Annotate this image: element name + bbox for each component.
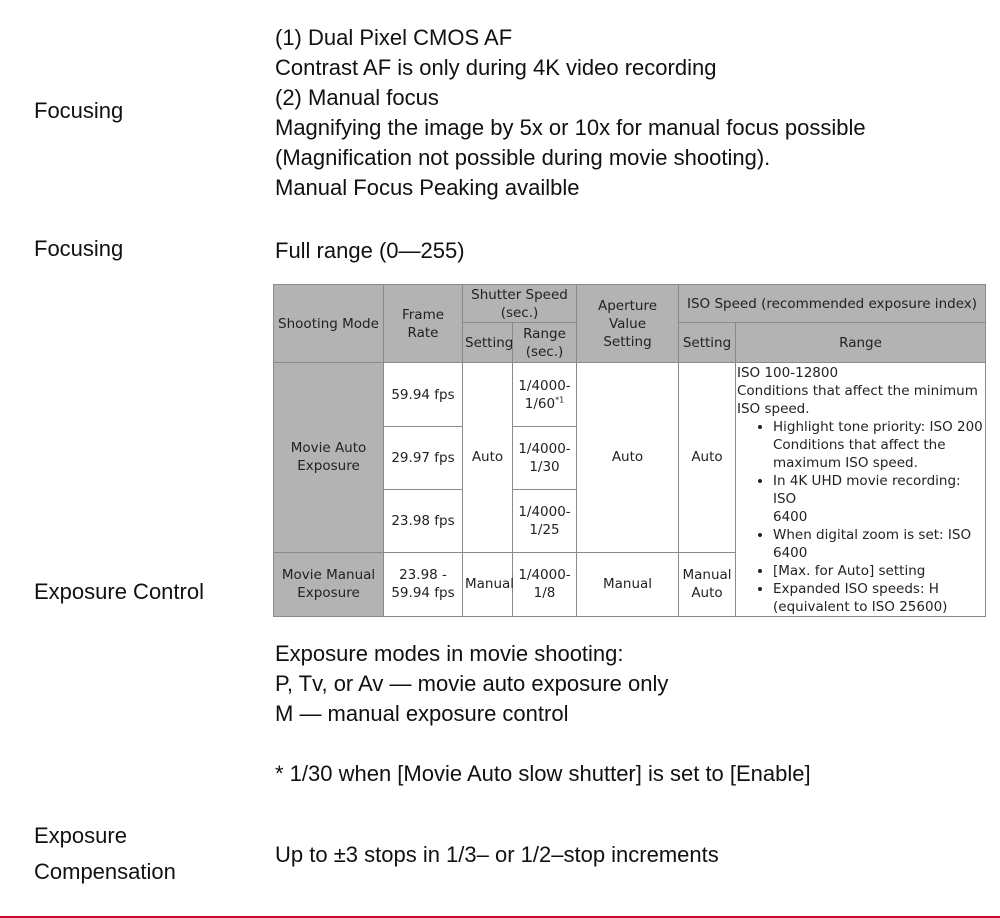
mode-line: Movie Manual [281, 567, 376, 584]
shutter-range-cell [513, 363, 577, 427]
header-shutter-setting: Setting [463, 323, 513, 363]
iso-condition-line: • In 4K UHD movie recording: ISO [773, 473, 961, 507]
iso-condition-item [773, 580, 984, 616]
header-iso-range: Range [736, 323, 986, 363]
focusing-line: (Magnification not possible during movie shooting). [275, 145, 771, 170]
exposure-compensation-label-line: Compensation [34, 859, 176, 884]
header-shutter-speed-line: (sec.) [500, 304, 539, 321]
shutter-range-line: 1/4000- [518, 503, 571, 520]
mode-line: Exposure [297, 585, 360, 602]
iso-condition-line: • Highlight tone priority: ISO 200 [773, 419, 983, 435]
iso-condition-line: maximum ISO speed. [773, 455, 918, 471]
shutter-range-cell [513, 489, 577, 552]
focusing-range: Full range (0—255) [275, 238, 465, 263]
iso-condition-line: (equivalent to ISO 25600) [773, 599, 948, 615]
exposure-note-line: Exposure modes in movie shooting: [275, 641, 624, 666]
shutter-range-value: 1/60 [524, 395, 556, 412]
exposure-notes [275, 639, 811, 789]
focusing-line: Magnifying the image by 5x or 10x for manual focus possible [275, 115, 866, 140]
frame-rate-cell [384, 552, 463, 616]
iso-range-line: Conditions that affect the minimum [737, 383, 978, 399]
exposure-compensation-label [34, 818, 176, 890]
header-frame-rate: Frame Rate [384, 285, 463, 363]
frame-rate-line: 23.98 - [399, 567, 447, 584]
shutter-range-line: 1/4000- [518, 440, 571, 457]
iso-condition-item [773, 418, 984, 472]
iso-condition-item [773, 526, 984, 562]
mode-movie-manual-exposure [274, 552, 384, 616]
footnote-marker: *1 [555, 395, 565, 404]
header-shutter-speed-line: Shutter Speed [471, 286, 568, 303]
exposure-footnote: * 1/30 when [Movie Auto slow shutter] is set to [Enable] [275, 761, 811, 786]
header-shutter-speed [463, 285, 577, 323]
focusing-description [275, 23, 866, 203]
iso-setting-manual [679, 552, 736, 616]
header-shutter-range [513, 323, 577, 363]
frame-rate-line: 59.94 fps [391, 585, 455, 602]
header-iso-setting: Setting [679, 323, 736, 363]
shutter-range-line: 1/4000- [518, 377, 571, 394]
exposure-compensation-value: Up to ±3 stops in 1/3– or 1/2–stop increments [275, 842, 719, 867]
frame-rate-cell: 23.98 fps [384, 489, 463, 552]
mode-movie-auto-exposure [274, 363, 384, 553]
iso-conditions-list [737, 418, 984, 616]
iso-range-cell [736, 363, 986, 617]
iso-condition-line: 6400 [773, 509, 808, 525]
header-range-line: (sec.) [525, 343, 564, 360]
header-iso-speed: ISO Speed (recommended exposure index) [679, 285, 986, 323]
exposure-compensation-label-line: Exposure [34, 823, 127, 848]
focusing-line: (1) Dual Pixel CMOS AF [275, 25, 513, 50]
shutter-setting-auto: Auto [463, 363, 513, 553]
focusing-line: Manual Focus Peaking availble [275, 175, 580, 200]
exposure-control-label: Exposure Control [34, 579, 204, 604]
aperture-manual: Manual [577, 552, 679, 616]
shutter-range-cell [513, 552, 577, 616]
frame-rate-cell: 29.97 fps [384, 427, 463, 490]
iso-condition-line: 6400 [773, 545, 808, 561]
shutter-range-line: 1/4000- [518, 567, 571, 584]
focusing-label: Focusing [34, 98, 124, 123]
iso-condition-item [773, 472, 984, 526]
exposure-note-line: M — manual exposure control [275, 701, 569, 726]
iso-condition-item [773, 562, 984, 580]
aperture-auto: Auto [577, 363, 679, 553]
focusing-line: Contrast AF is only during 4K video recording [275, 55, 717, 80]
iso-condition-line: • [Max. for Auto] setting [773, 563, 926, 579]
iso-condition-line: • When digital zoom is set: ISO [773, 527, 972, 543]
header-shooting-mode: Shooting Mode [274, 285, 384, 363]
header-aperture-line: Aperture Value [597, 297, 658, 332]
header-range-line: Range [523, 325, 566, 342]
exposure-spec-table [273, 284, 986, 617]
frame-rate-cell: 59.94 fps [384, 363, 463, 427]
iso-setting-auto: Auto [679, 363, 736, 553]
shutter-setting-manual: Manual [463, 552, 513, 616]
exposure-note-spacer [275, 729, 811, 759]
shutter-range-line: 1/8 [533, 585, 556, 602]
iso-setting-line: Manual [682, 567, 732, 584]
iso-range-line: ISO speed. [737, 401, 810, 417]
focusing-label-2: Focusing [34, 236, 124, 261]
iso-setting-line: Auto [691, 585, 723, 602]
shutter-range-line: 1/30 [529, 458, 560, 475]
iso-range-line: ISO 100-12800 [737, 365, 839, 381]
mode-line: Movie Auto [290, 440, 367, 457]
iso-condition-line: • Expanded ISO speeds: H [773, 581, 939, 597]
header-aperture-line: Setting [603, 333, 652, 350]
exposure-note-line: P, Tv, or Av — movie auto exposure only [275, 671, 669, 696]
focusing-line: (2) Manual focus [275, 85, 439, 110]
header-aperture-value [577, 285, 679, 363]
mode-line: Exposure [297, 458, 360, 475]
iso-condition-line: Conditions that affect the [773, 437, 946, 453]
shutter-range-line [515, 395, 574, 413]
shutter-range-line: 1/25 [529, 521, 560, 538]
shutter-range-cell [513, 427, 577, 490]
